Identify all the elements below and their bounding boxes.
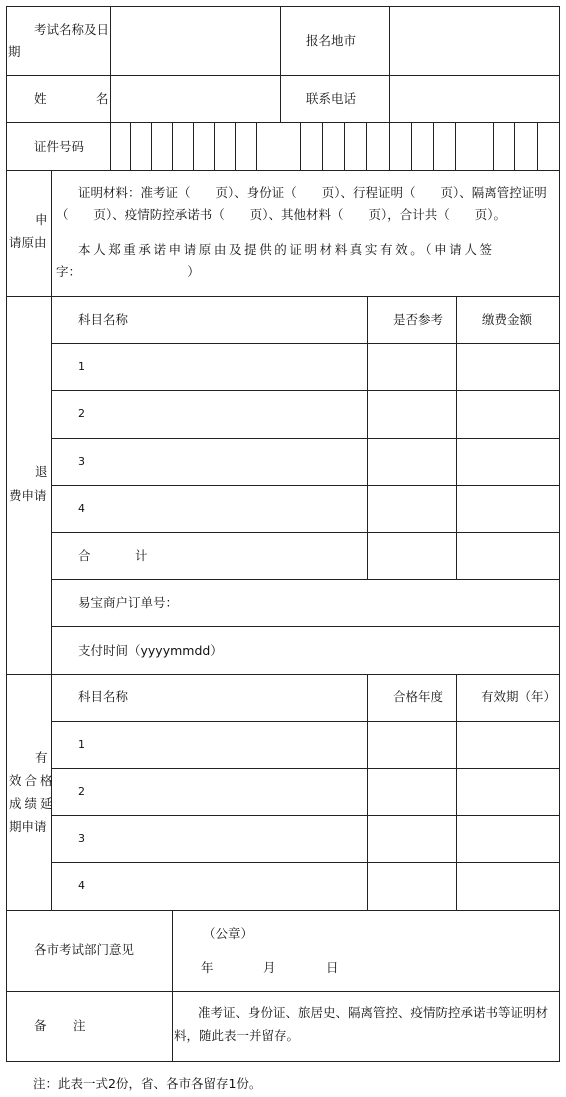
refund-row-number: 3 [78,455,85,468]
city-label: 报名地市 [306,33,357,48]
divider [456,674,457,910]
refund-row-number: 4 [78,502,85,515]
reason-side-label-2: 请原由 [9,235,47,250]
order-number-label: 易宝商户订单号： [78,595,179,610]
extend-row-number: 4 [78,879,85,892]
opinion-year: 年 [201,960,214,975]
refund-col-subject: 科目名称 [78,312,129,327]
extend-row-number: 2 [78,785,85,798]
divider [456,296,457,579]
divider [51,579,560,580]
divider [51,343,560,344]
name-label: 姓 [34,91,47,106]
id-number-field[interactable] [111,123,558,169]
divider [6,296,560,297]
name-field[interactable] [111,76,279,121]
opinion-label: 各市考试部门意见 [34,942,135,957]
refund-total-label-2: 计 [135,548,148,563]
divider [280,6,281,122]
name-label-2: 名 [96,91,109,106]
extend-col-year: 合格年度 [393,689,444,704]
exam-name-label: 考试名称及日 [34,22,110,37]
opinion-month: 月 [263,960,276,975]
border-bottom [6,1061,560,1062]
extend-col-subject: 科目名称 [78,689,129,704]
divider [51,626,560,627]
divider [367,674,368,910]
exam-name-field[interactable] [111,7,279,74]
border-left [6,6,7,1062]
phone-label: 联系电话 [306,91,357,106]
refund-row-number: 1 [78,360,85,373]
reason-materials-line1: 证明材料：准考证（ 页）、身份证（ 页）、行程证明（ 页）、隔离管控证明 [78,185,547,200]
extend-row-number: 1 [78,738,85,751]
divider [6,170,560,171]
extend-side-label-4: 期申请 [9,819,47,834]
footnote: 注：此表一式2份，省、各市各留存1份。 [33,1076,262,1091]
divider [51,390,560,391]
extend-side-label-2: 效合格 [9,773,56,788]
refund-col-attend: 是否参考 [393,312,444,327]
city-field[interactable] [390,7,558,74]
id-number-label: 证件号码 [34,139,85,154]
divider [172,910,173,1061]
border-right [559,6,560,1062]
reason-side-label: 申 [35,212,48,227]
exam-name-label-cont: 期 [8,44,21,59]
divider [51,532,560,533]
remark-text-line2: 料，随此表一并留存。 [174,1028,300,1043]
reason-pledge-line1: 本人郑重承诺申请原由及提供的证明材料真实有效。（申请人签 [78,242,495,257]
refund-row-number: 2 [78,407,85,420]
refund-total-label: 合 [78,548,91,563]
divider [51,815,560,816]
divider [51,862,560,863]
seal-label: （公章） [203,926,254,941]
extend-row-number: 3 [78,832,85,845]
remark-text-line1: 准考证、身份证、旅居史、隔离管控、疫情防控承诺书等证明材 [198,1005,549,1020]
divider [6,910,560,911]
divider [6,991,560,992]
refund-side-label-2: 费申请 [9,488,47,503]
remark-label: 备 [34,1018,47,1033]
refund-side-label: 退 [35,464,48,479]
phone-field[interactable] [390,76,558,121]
reason-pledge-line2: 字： ） [56,264,200,279]
divider [367,296,368,579]
remark-label-2: 注 [73,1018,86,1033]
opinion-day: 日 [326,960,339,975]
divider [51,768,560,769]
extend-side-label-3: 成绩延 [9,796,56,811]
divider [51,438,560,439]
extend-col-valid: 有效期（年） [481,689,557,704]
refund-col-fee: 缴费金额 [482,312,533,327]
reason-materials-line2: （ 页）、疫情防控承诺书（ 页）、其他材料（ 页），合计共（ 页）。 [56,207,507,222]
divider [6,674,560,675]
divider [51,721,560,722]
divider [51,485,560,486]
extend-side-label: 有 [35,750,48,765]
payment-time-label: 支付时间（yyyymmdd） [78,643,223,658]
